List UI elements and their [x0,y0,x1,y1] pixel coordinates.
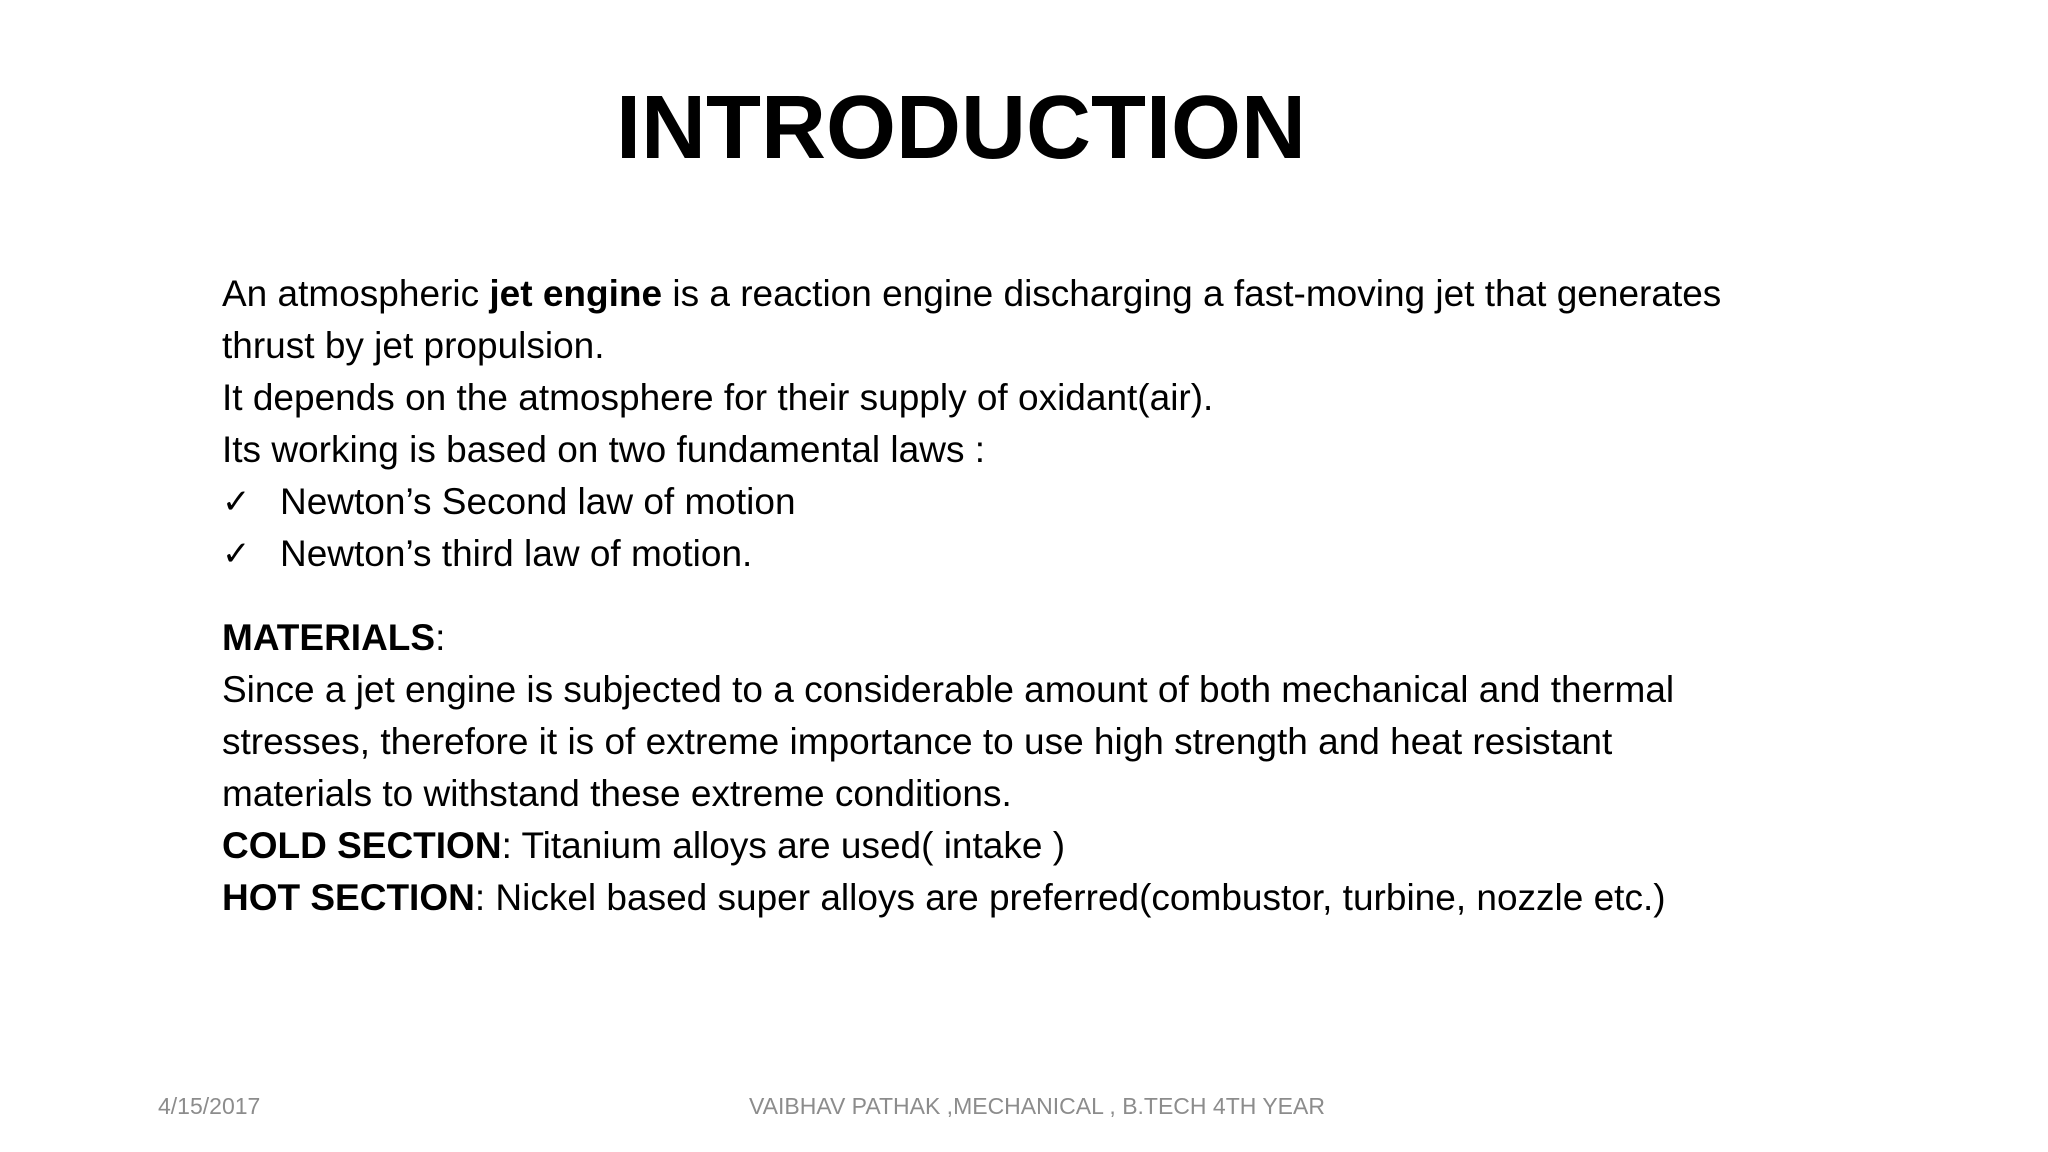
footer-author: VAIBHAV PATHAK ,MECHANICAL , B.TECH 4TH YEAR [749,1093,1325,1119]
law-item-label: Newton’s Second law of motion [280,481,796,522]
footer-date: 4/15/2017 [158,1093,261,1119]
materials-heading-colon: : [435,617,446,658]
intro-line-3: It depends on the atmosphere for their supply of oxidant(air). [222,377,1214,418]
intro-line-1 [222,268,1902,320]
checkmark-icon: ✓ [222,483,251,521]
intro-line-4: Its working is based on two fundamental laws : [222,429,985,470]
hot-section-line [222,872,1902,924]
intro-line-2: thrust by jet propulsion. [222,325,605,366]
materials-heading [222,612,1902,664]
section-spacer [222,580,1902,612]
materials-line-2: stresses, therefore it is of extreme importance to use high strength and heat resistant [222,721,1613,762]
cold-section-line [222,820,1902,872]
slide-title: INTRODUCTION [616,78,1306,178]
cold-section-text: : Titanium alloys are used( intake ) [501,825,1066,866]
law-item-1 [222,476,1902,528]
checkmark-icon: ✓ [222,535,251,573]
intro-term-jet-engine: jet engine [489,273,663,314]
hot-section-label: HOT SECTION [222,877,475,918]
law-item-label: Newton’s third law of motion. [280,533,753,574]
slide-body [222,268,1902,924]
intro-text-pre: An atmospheric [222,273,490,314]
materials-heading-label: MATERIALS [222,617,436,658]
materials-line-1: Since a jet engine is subjected to a considerable amount of both mechanical and thermal [222,669,1675,710]
hot-section-text: : Nickel based super alloys are preferred(combustor, turbine, nozzle etc.) [474,877,1666,918]
cold-section-label: COLD SECTION [222,825,502,866]
materials-line-3: materials to withstand these extreme conditions. [222,773,1012,814]
law-item-2 [222,528,1902,580]
intro-text-post: is a reaction engine discharging a fast-moving jet that generates [662,273,1722,314]
